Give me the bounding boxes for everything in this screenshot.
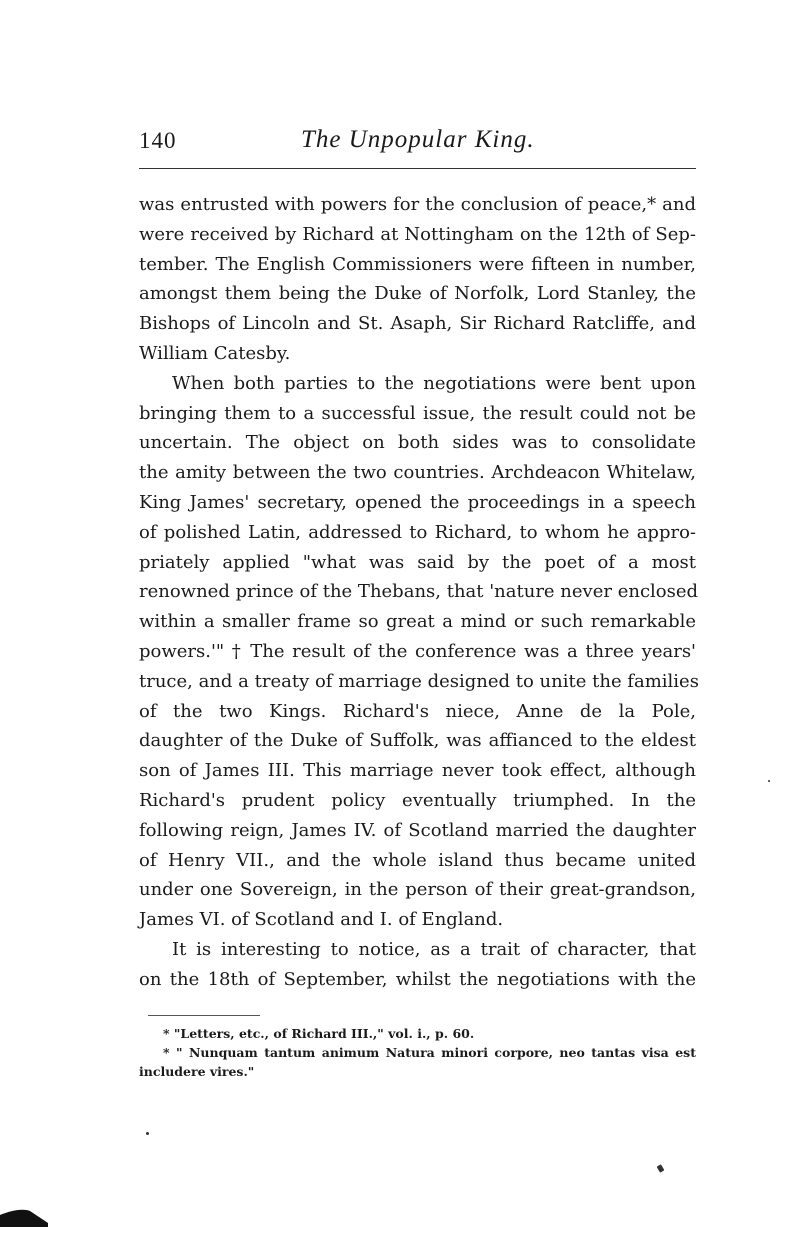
scan-edge-mark [0,1205,60,1227]
text-line: uncertain. The object on both sides was to consolidate [139,432,696,454]
text-line: priately applied "what was said by the poet of a most [139,551,696,573]
scan-speck [146,1132,149,1135]
text-line: bringing them to a successful issue, the result could not be [139,402,696,424]
text-line: renowned prince of the Thebans, that 'nature never enclosed [139,581,699,603]
text-line: within a smaller frame so great a mind or such remarkable [139,611,696,633]
footnotes [139,1024,696,1081]
text-line: was entrusted with powers for the conclusion of peace,* and [139,194,696,215]
text-line: of polished Latin, addressed to Richard, to whom he appro- [139,521,696,543]
text-line: truce, and a treaty of marriage designed to unite the families [139,670,699,692]
footnote-2: * " Nunquam tantum animum Natura minori corpore, neo tantas visa est [163,1045,696,1060]
text-line: amongst them being the Duke of Norfolk, Lord Stanley, the [139,283,696,305]
text-line: daughter of the Duke of Suffolk, was affianced to the eldest [139,730,696,752]
text-line: of the two Kings. Richard's niece, Anne de la Pole, [139,700,696,722]
text-line: King James' secretary, opened the proceedings in a speech [139,491,696,513]
text-line: under one Sovereign, in the person of their great-grandson, [139,879,696,901]
text-line: on the 18th of September, whilst the negotiations with the [139,968,696,990]
text-line: powers.'" † The result of the conference was a three years' [139,640,696,662]
header-rule [139,168,696,169]
text-line: son of James III. This marriage never took effect, although [139,760,696,782]
running-title: The Unpopular King. [301,126,535,153]
body-text [139,190,699,995]
text-line: William Catesby. [139,342,291,364]
footnote-rule [148,1015,260,1016]
text-line: When both parties to the negotiations were bent upon [172,372,696,394]
text-line: James VI. of Scotland and I. of England. [139,909,504,931]
footnote-1: * "Letters, etc., of Richard III.," vol. i., p. 60. [163,1026,475,1041]
text-line: were received by Richard at Nottingham on the 12th of Sep- [139,223,696,245]
page-number: 140 [139,128,177,153]
text-line: tember. The English Commissioners were fifteen in number, [139,253,696,275]
page-header [139,128,696,164]
text-line: Richard's prudent policy eventually triumphed. In the [139,789,696,811]
footnote-2-continued: includere vires." [139,1064,255,1079]
scan-speck [768,780,770,782]
text-line: of Henry VII., and the whole island thus became united [139,849,696,871]
text-line: It is interesting to notice, as a trait of character, that [172,938,696,960]
text-line: following reign, James IV. of Scotland married the daughter [139,819,696,841]
text-line: Bishops of Lincoln and St. Asaph, Sir Richard Ratcliffe, and [139,313,696,335]
text-line: the amity between the two countries. Archdeacon Whitelaw, [139,462,696,484]
scan-speck [657,1164,665,1173]
